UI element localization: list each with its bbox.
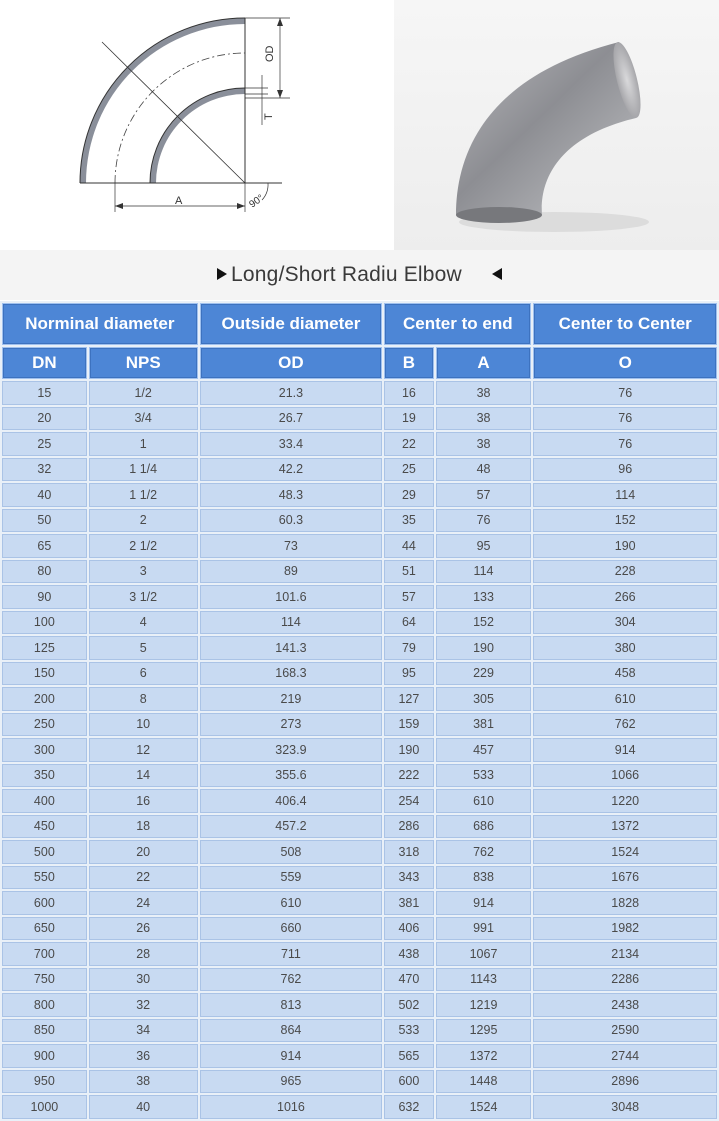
cell-a: 190 xyxy=(436,636,532,660)
cell-dn: 1000 xyxy=(2,1095,87,1119)
cell-dn: 250 xyxy=(2,713,87,737)
cell-od: 42.2 xyxy=(200,458,383,482)
cell-dn: 300 xyxy=(2,738,87,762)
cell-dn: 100 xyxy=(2,611,87,635)
cell-od: 168.3 xyxy=(200,662,383,686)
table-row xyxy=(2,483,717,507)
cell-od: 762 xyxy=(200,968,383,992)
cell-nps: 38 xyxy=(89,1070,198,1094)
subheader-a: A xyxy=(436,347,532,379)
cell-o: 1524 xyxy=(533,840,717,864)
cell-o: 2438 xyxy=(533,993,717,1017)
cell-b: 381 xyxy=(384,891,433,915)
cell-b: 127 xyxy=(384,687,433,711)
cell-nps: 24 xyxy=(89,891,198,915)
cell-o: 1676 xyxy=(533,866,717,890)
cell-b: 95 xyxy=(384,662,433,686)
cell-b: 25 xyxy=(384,458,433,482)
cell-od: 355.6 xyxy=(200,764,383,788)
cell-dn: 25 xyxy=(2,432,87,456)
cell-dn: 32 xyxy=(2,458,87,482)
header-center-to-end: Center to end xyxy=(384,303,531,345)
cell-dn: 950 xyxy=(2,1070,87,1094)
cell-od: 21.3 xyxy=(200,381,383,405)
cell-o: 76 xyxy=(533,407,717,431)
cell-a: 686 xyxy=(436,815,532,839)
cell-od: 73 xyxy=(200,534,383,558)
cell-b: 632 xyxy=(384,1095,433,1119)
cell-od: 711 xyxy=(200,942,383,966)
cell-o: 114 xyxy=(533,483,717,507)
cell-o: 1982 xyxy=(533,917,717,941)
cell-a: 762 xyxy=(436,840,532,864)
cell-b: 318 xyxy=(384,840,433,864)
cell-od: 965 xyxy=(200,1070,383,1094)
cell-od: 406.4 xyxy=(200,789,383,813)
cell-b: 19 xyxy=(384,407,433,431)
table-row xyxy=(2,789,717,813)
cell-a: 229 xyxy=(436,662,532,686)
cell-o: 380 xyxy=(533,636,717,660)
table-row xyxy=(2,1019,717,1043)
cell-nps: 1 xyxy=(89,432,198,456)
cell-b: 406 xyxy=(384,917,433,941)
subheader-od: OD xyxy=(200,347,383,379)
cell-nps: 14 xyxy=(89,764,198,788)
table-row xyxy=(2,968,717,992)
cell-od: 101.6 xyxy=(200,585,383,609)
a-dimension-label: A xyxy=(175,195,183,207)
cell-nps: 16 xyxy=(89,789,198,813)
cell-od: 559 xyxy=(200,866,383,890)
cell-b: 44 xyxy=(384,534,433,558)
cell-dn: 15 xyxy=(2,381,87,405)
cell-b: 533 xyxy=(384,1019,433,1043)
elbow-product-photo xyxy=(394,0,719,250)
cell-nps: 8 xyxy=(89,687,198,711)
table-row xyxy=(2,993,717,1017)
cell-od: 60.3 xyxy=(200,509,383,533)
cell-dn: 80 xyxy=(2,560,87,584)
cell-dn: 750 xyxy=(2,968,87,992)
table-row xyxy=(2,1070,717,1094)
cell-nps: 1 1/4 xyxy=(89,458,198,482)
table-row xyxy=(2,560,717,584)
cell-b: 222 xyxy=(384,764,433,788)
elbow-technical-drawing xyxy=(0,0,394,250)
cell-od: 864 xyxy=(200,1019,383,1043)
cell-a: 914 xyxy=(436,891,532,915)
cell-od: 273 xyxy=(200,713,383,737)
cell-nps: 18 xyxy=(89,815,198,839)
cell-a: 1524 xyxy=(436,1095,532,1119)
cell-nps: 3 xyxy=(89,560,198,584)
cell-b: 57 xyxy=(384,585,433,609)
cell-dn: 500 xyxy=(2,840,87,864)
od-dimension-label: OD xyxy=(264,45,276,62)
cell-od: 26.7 xyxy=(200,407,383,431)
cell-o: 1066 xyxy=(533,764,717,788)
cell-od: 813 xyxy=(200,993,383,1017)
cell-a: 381 xyxy=(436,713,532,737)
cell-od: 141.3 xyxy=(200,636,383,660)
cell-a: 1219 xyxy=(436,993,532,1017)
cell-od: 660 xyxy=(200,917,383,941)
cell-a: 610 xyxy=(436,789,532,813)
header-center-to-center: Center to Center xyxy=(533,303,717,345)
cell-a: 457 xyxy=(436,738,532,762)
cell-nps: 12 xyxy=(89,738,198,762)
cell-a: 838 xyxy=(436,866,532,890)
cell-o: 3048 xyxy=(533,1095,717,1119)
cell-o: 1372 xyxy=(533,815,717,839)
cell-dn: 650 xyxy=(2,917,87,941)
cell-od: 457.2 xyxy=(200,815,383,839)
cell-nps: 1/2 xyxy=(89,381,198,405)
table-row xyxy=(2,713,717,737)
cell-a: 133 xyxy=(436,585,532,609)
cell-a: 1295 xyxy=(436,1019,532,1043)
cell-dn: 800 xyxy=(2,993,87,1017)
cell-b: 16 xyxy=(384,381,433,405)
cell-nps: 36 xyxy=(89,1044,198,1068)
cell-o: 2286 xyxy=(533,968,717,992)
cell-nps: 6 xyxy=(89,662,198,686)
subheader-b: B xyxy=(384,347,433,379)
cell-a: 95 xyxy=(436,534,532,558)
cell-b: 35 xyxy=(384,509,433,533)
left-triangle-icon xyxy=(492,268,502,280)
table-row xyxy=(2,636,717,660)
cell-o: 914 xyxy=(533,738,717,762)
cell-b: 22 xyxy=(384,432,433,456)
cell-od: 33.4 xyxy=(200,432,383,456)
table-row xyxy=(2,942,717,966)
cell-od: 1016 xyxy=(200,1095,383,1119)
cell-a: 38 xyxy=(436,381,532,405)
cell-b: 438 xyxy=(384,942,433,966)
cell-dn: 50 xyxy=(2,509,87,533)
cell-od: 508 xyxy=(200,840,383,864)
cell-od: 610 xyxy=(200,891,383,915)
page-title: Long/Short Radiu Elbow xyxy=(231,263,462,286)
cell-nps: 3/4 xyxy=(89,407,198,431)
cell-a: 152 xyxy=(436,611,532,635)
cell-dn: 850 xyxy=(2,1019,87,1043)
cell-dn: 200 xyxy=(2,687,87,711)
table-row xyxy=(2,764,717,788)
cell-a: 114 xyxy=(436,560,532,584)
cell-o: 458 xyxy=(533,662,717,686)
cell-dn: 700 xyxy=(2,942,87,966)
cell-a: 1448 xyxy=(436,1070,532,1094)
cell-dn: 65 xyxy=(2,534,87,558)
cell-dn: 40 xyxy=(2,483,87,507)
cell-o: 96 xyxy=(533,458,717,482)
cell-nps: 22 xyxy=(89,866,198,890)
cell-dn: 20 xyxy=(2,407,87,431)
table-row xyxy=(2,866,717,890)
cell-nps: 20 xyxy=(89,840,198,864)
cell-a: 1143 xyxy=(436,968,532,992)
cell-o: 2134 xyxy=(533,942,717,966)
table-row xyxy=(2,611,717,635)
cell-b: 190 xyxy=(384,738,433,762)
cell-od: 914 xyxy=(200,1044,383,1068)
table-row xyxy=(2,381,717,405)
cell-nps: 5 xyxy=(89,636,198,660)
cell-b: 51 xyxy=(384,560,433,584)
title-band xyxy=(0,250,719,300)
t-dimension-label: T xyxy=(263,113,275,120)
cell-o: 190 xyxy=(533,534,717,558)
cell-od: 219 xyxy=(200,687,383,711)
cell-dn: 900 xyxy=(2,1044,87,1068)
subheader-dn: DN xyxy=(2,347,87,379)
table-row xyxy=(2,432,717,456)
cell-o: 304 xyxy=(533,611,717,635)
cell-nps: 32 xyxy=(89,993,198,1017)
cell-a: 57 xyxy=(436,483,532,507)
cell-dn: 400 xyxy=(2,789,87,813)
cell-b: 565 xyxy=(384,1044,433,1068)
cell-nps: 2 1/2 xyxy=(89,534,198,558)
cell-a: 533 xyxy=(436,764,532,788)
cell-o: 610 xyxy=(533,687,717,711)
cell-a: 76 xyxy=(436,509,532,533)
cell-dn: 450 xyxy=(2,815,87,839)
header-nominal-diameter: Norminal diameter xyxy=(2,303,198,345)
cell-b: 343 xyxy=(384,866,433,890)
cell-o: 762 xyxy=(533,713,717,737)
cell-b: 470 xyxy=(384,968,433,992)
cell-nps: 3 1/2 xyxy=(89,585,198,609)
cell-a: 305 xyxy=(436,687,532,711)
cell-o: 2744 xyxy=(533,1044,717,1068)
cell-nps: 40 xyxy=(89,1095,198,1119)
table-row xyxy=(2,891,717,915)
cell-o: 76 xyxy=(533,381,717,405)
table-row xyxy=(2,585,717,609)
cell-b: 79 xyxy=(384,636,433,660)
right-triangle-icon xyxy=(217,268,227,280)
cell-b: 600 xyxy=(384,1070,433,1094)
cell-o: 266 xyxy=(533,585,717,609)
table-row xyxy=(2,1095,717,1119)
cell-a: 38 xyxy=(436,407,532,431)
cell-nps: 28 xyxy=(89,942,198,966)
cell-nps: 26 xyxy=(89,917,198,941)
table-row xyxy=(2,815,717,839)
cell-a: 1372 xyxy=(436,1044,532,1068)
cell-nps: 34 xyxy=(89,1019,198,1043)
cell-dn: 125 xyxy=(2,636,87,660)
cell-a: 991 xyxy=(436,917,532,941)
header-outside-diameter: Outside diameter xyxy=(200,303,383,345)
cell-nps: 2 xyxy=(89,509,198,533)
cell-o: 2590 xyxy=(533,1019,717,1043)
cell-o: 76 xyxy=(533,432,717,456)
cell-od: 114 xyxy=(200,611,383,635)
cell-o: 1220 xyxy=(533,789,717,813)
cell-b: 502 xyxy=(384,993,433,1017)
cell-b: 286 xyxy=(384,815,433,839)
cell-o: 228 xyxy=(533,560,717,584)
cell-od: 48.3 xyxy=(200,483,383,507)
cell-o: 1828 xyxy=(533,891,717,915)
cell-od: 89 xyxy=(200,560,383,584)
elbow-dimension-table xyxy=(0,301,719,1121)
cell-a: 48 xyxy=(436,458,532,482)
subheader-nps: NPS xyxy=(89,347,198,379)
table-row xyxy=(2,662,717,686)
cell-nps: 4 xyxy=(89,611,198,635)
table-row xyxy=(2,534,717,558)
table-row xyxy=(2,687,717,711)
table-row xyxy=(2,917,717,941)
cell-b: 254 xyxy=(384,789,433,813)
table-row xyxy=(2,458,717,482)
cell-dn: 550 xyxy=(2,866,87,890)
cell-dn: 600 xyxy=(2,891,87,915)
cell-a: 1067 xyxy=(436,942,532,966)
table-row xyxy=(2,738,717,762)
cell-a: 38 xyxy=(436,432,532,456)
cell-b: 29 xyxy=(384,483,433,507)
cell-o: 152 xyxy=(533,509,717,533)
cell-dn: 350 xyxy=(2,764,87,788)
table-row xyxy=(2,407,717,431)
table-row xyxy=(2,509,717,533)
cell-b: 64 xyxy=(384,611,433,635)
angle-label: 90° xyxy=(247,192,267,211)
cell-dn: 90 xyxy=(2,585,87,609)
table-row xyxy=(2,1044,717,1068)
cell-nps: 1 1/2 xyxy=(89,483,198,507)
cell-nps: 10 xyxy=(89,713,198,737)
cell-nps: 30 xyxy=(89,968,198,992)
cell-od: 323.9 xyxy=(200,738,383,762)
cell-dn: 150 xyxy=(2,662,87,686)
subheader-o: O xyxy=(533,347,717,379)
product-images xyxy=(0,0,719,250)
table-row xyxy=(2,840,717,864)
cell-b: 159 xyxy=(384,713,433,737)
cell-o: 2896 xyxy=(533,1070,717,1094)
